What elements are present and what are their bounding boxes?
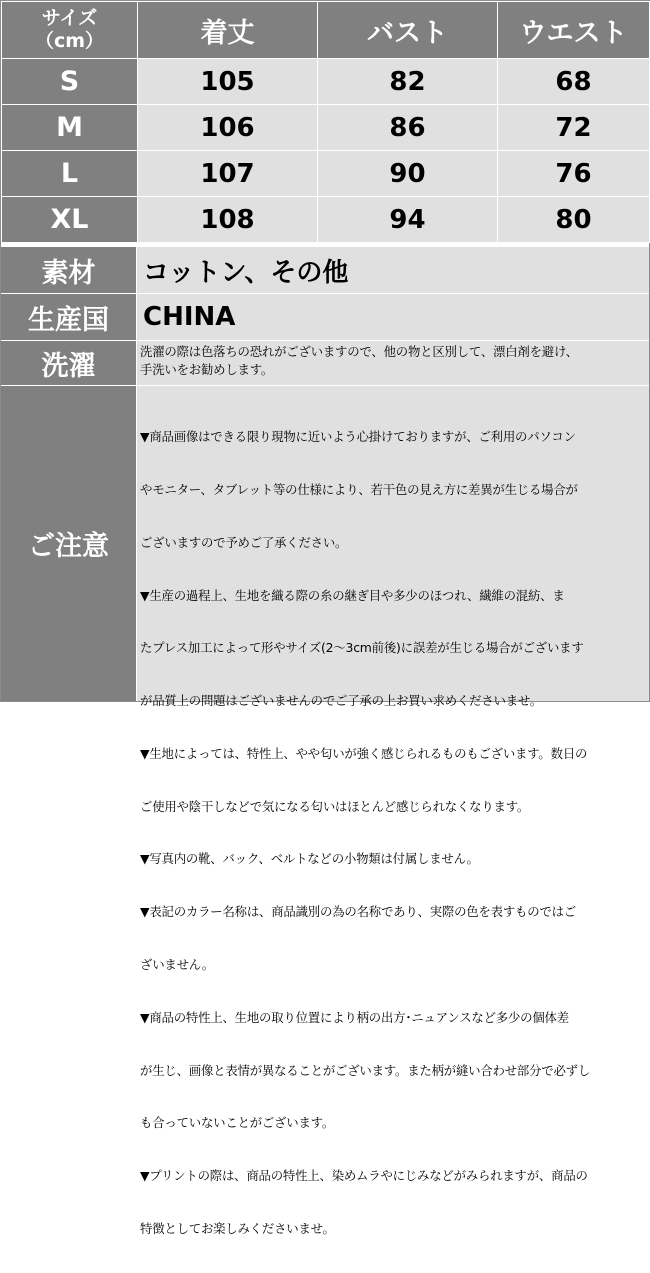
size-label: S [2, 59, 138, 105]
size-label: L [2, 151, 138, 197]
note-line: ざいません。 [140, 957, 214, 972]
note-line: たプレス加工によって形やサイズ(2～3cm前後)に誤差が生じる場合がございます [140, 640, 584, 656]
notes-label: ご注意 [1, 386, 137, 701]
material-value: コットン、その他 [137, 247, 649, 293]
note-line: も合っていないことがございます。 [140, 1115, 335, 1131]
note-line: やモニター、タブレット等の仕様により、若干色の見え方に差異が生じる場合が [140, 481, 578, 497]
origin-value: CHINA [137, 294, 649, 340]
bust-value: 82 [318, 59, 498, 105]
length-value: 105 [138, 59, 318, 105]
length-value: 107 [138, 151, 318, 197]
bust-value: 86 [318, 105, 498, 151]
note-line: ▼生地によっては、特性上、やや匂いが強く感じられるものもございます。数日の [140, 745, 588, 761]
table-row [2, 197, 650, 243]
washing-line: 手洗いをお勧めします。 [140, 361, 274, 377]
size-label: XL [2, 197, 138, 243]
notes-row [1, 385, 649, 1236]
size-label: M [2, 105, 138, 151]
table-row [2, 59, 650, 105]
note-line: 特徴としてお楽しみくださいませ。 [140, 1220, 335, 1236]
washing-label: 洗濯 [1, 341, 137, 385]
note-line: ▼商品の特性上、生地の取り位置により柄の出方･ニュアンスなど多少の個体差 [140, 1009, 569, 1025]
note-line: ▼表記のカラー名称は、商品識別の為の名称であり、実際の色を表すものではご [140, 904, 577, 920]
length-value: 106 [138, 105, 318, 151]
length-value: 108 [138, 197, 318, 243]
size-table-header-row [2, 2, 650, 59]
table-row [2, 151, 650, 197]
size-unit-header [2, 2, 138, 59]
note-line: ▼写真内の靴、バック、ベルトなどの小物類は付属しません。 [140, 851, 479, 867]
waist-value: 76 [498, 151, 650, 197]
origin-row [1, 293, 649, 340]
material-label: 素材 [1, 247, 137, 293]
table-row [2, 105, 650, 151]
origin-label: 生産国 [1, 294, 137, 340]
note-line: が生じ、画像と表情が異なることがございます。また柄が縫い合わせ部分で必ずし [140, 1062, 591, 1078]
material-row [1, 246, 649, 293]
notes-text [137, 386, 649, 1236]
column-header-bust: バスト [318, 2, 498, 59]
washing-line: 洗濯の際は色落ちの恐れがございますので、他の物と区別して、漂白剤を避け、 [140, 344, 578, 359]
waist-value: 80 [498, 197, 650, 243]
note-line: ございますので予めご了承ください。 [140, 534, 348, 550]
waist-value: 68 [498, 59, 650, 105]
note-line: ▼プリントの際は、商品の特性上、染めムラやにじみなどがみられますが、商品の [140, 1168, 588, 1184]
note-line: ▼商品画像はできる限り現物に近いよう心掛けておりますが、ご利用のパソコン [140, 429, 576, 445]
bust-value: 94 [318, 197, 498, 243]
column-header-length: 着丈 [138, 2, 318, 59]
bust-value: 90 [318, 151, 498, 197]
note-line: ご使用や陰干しなどで気になる匂いはほとんど感じられなくなります。 [140, 798, 530, 814]
waist-value: 72 [498, 105, 650, 151]
size-table [1, 1, 650, 243]
washing-text [137, 341, 649, 385]
washing-row [1, 340, 649, 385]
unit-label: （cm） [34, 30, 105, 52]
note-line: が品質上の問題はございませんのでご了承の上お買い求めくださいませ。 [140, 693, 542, 709]
column-header-waist: ウエスト [498, 2, 650, 59]
size-header-label: サイズ [41, 7, 98, 29]
note-line: ▼生産の過程上、生地を織る際の糸の継ぎ目や多少のほつれ、繊維の混紡、ま [140, 587, 565, 603]
